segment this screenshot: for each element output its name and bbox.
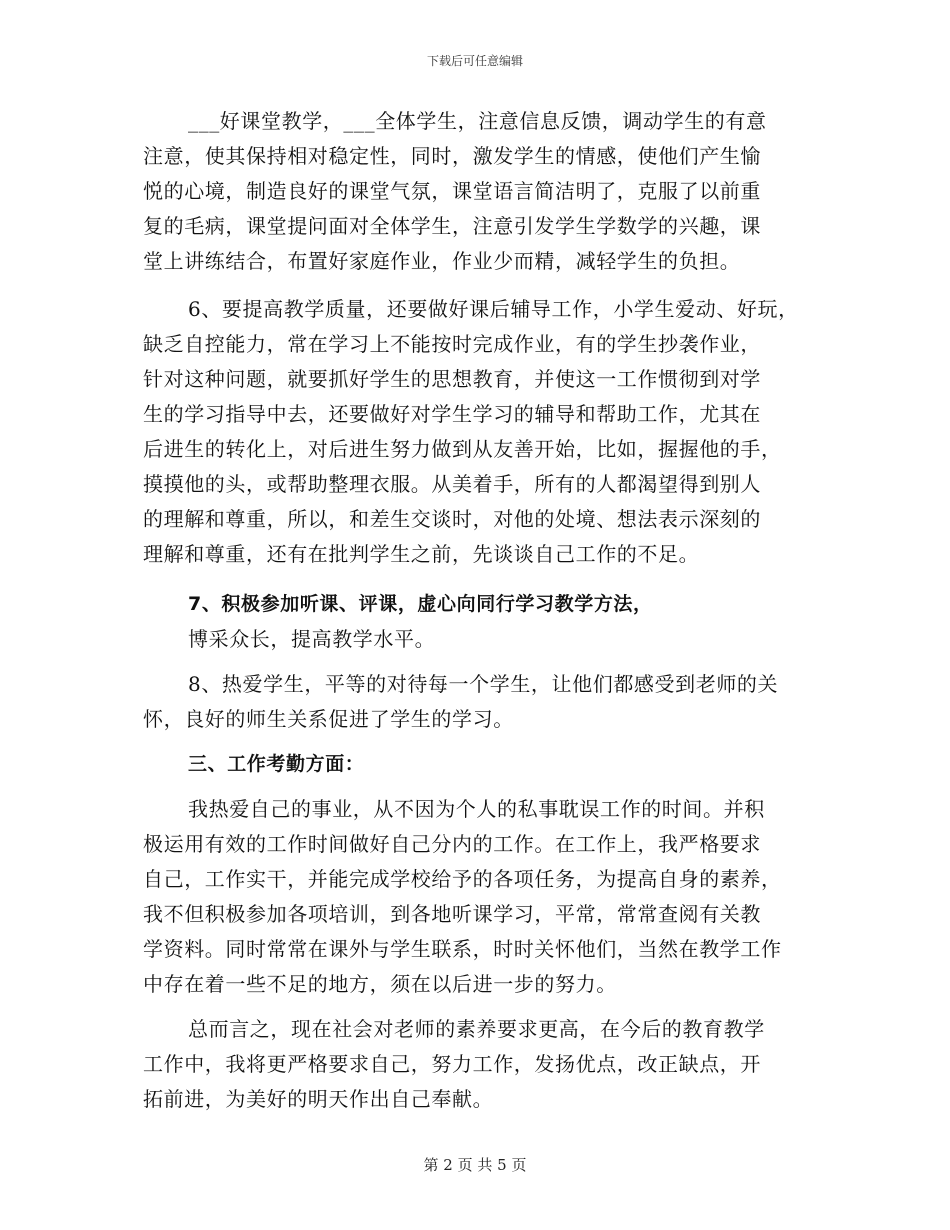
paragraph-line: 怀，良好的师生关系促进了学生的学习。 (143, 707, 514, 731)
paragraph-line: 缺乏自控能力，常在学习上不能按时完成作业，有的学生抄袭作业， (143, 332, 761, 356)
paragraph-line: 学资料。同时常常在课外与学生联系，时时关怀他们，当然在教学工作 (143, 937, 782, 961)
paragraph-line: 复的毛病，课堂提问面对全体学生，注意引发学生学数学的兴趣，课 (143, 214, 761, 238)
paragraph-line: 堂上讲练结合，布置好家庭作业，作业少而精，减轻学生的负担。 (143, 249, 741, 273)
paragraph-line: 针对这种问题，就要抓好学生的思想教育，并使这一工作惯彻到对学 (143, 367, 761, 391)
paragraph-line: 我不但积极参加各项培训，到各地听课学习，平常，常常查阅有关教 (143, 902, 761, 926)
paragraph-line: 的理解和尊重，所以，和差生交谈时，对他的处境、想法表示深刻的 (143, 507, 761, 531)
paragraph-line: 摸摸他的头，或帮助整理衣服。从美着手，所有的人都渴望得到别人 (143, 472, 761, 496)
paragraph-line: 注意，使其保持相对稳定性，同时，激发学生的情感，使他们产生愉 (143, 144, 761, 168)
page-number: 第 2 页 共 5 页 (423, 1156, 527, 1174)
paragraph-line: 后进生的转化上，对后进生努力做到从友善开始，比如，握握他的手， (143, 437, 782, 461)
paragraph-line: 生的学习指导中去，还要做好对学生学习的辅导和帮助工作，尤其在 (143, 402, 761, 426)
paragraph-line: 悦的心境，制造良好的课堂气氛，课堂语言简洁明了，克服了以前重 (143, 179, 761, 203)
paragraph-line: 8、热爱学生，平等的对待每一个学生，让他们都感受到老师的关 (188, 672, 779, 696)
paragraph-line: ___好课堂教学，___全体学生，注意信息反馈，调动学生的有意 (188, 109, 767, 133)
paragraph-line: 中存在着一些不足的地方，须在以后进一步的努力。 (143, 972, 617, 996)
paragraph-line: 理解和尊重，还有在批判学生之前，先谈谈自己工作的不足。 (143, 542, 700, 566)
paragraph-line: 博采众长，提高教学水平。 (188, 627, 436, 651)
header-note: 下载后可任意编辑 (426, 54, 523, 68)
bold-heading-line: 7、积极参加听课、评课，虚心向同行学习教学方法， (188, 593, 653, 615)
paragraph-line: 我热爱自己的事业，从不因为个人的私事耽误工作的时间。并积 (188, 797, 765, 821)
paragraph-line: 工作中，我将更严格要求自己，努力工作，发扬优点，改正缺点，开 (143, 1052, 761, 1076)
paragraph-line: 6、要提高教学质量，还要做好课后辅导工作，小学生爱动、好玩， (188, 297, 799, 321)
paragraph-line: 总而言之，现在社会对老师的素养要求更高，在今后的教育教学 (188, 1017, 765, 1041)
paragraph-line: 极运用有效的工作时间做好自己分内的工作。在工作上，我严格要求 (143, 832, 761, 856)
section-heading: 三、工作考勤方面： (188, 753, 365, 775)
paragraph-line: 拓前进，为美好的明天作出自己奉献。 (143, 1087, 494, 1111)
paragraph-line: 自己，工作实干，并能完成学校给予的各项任务，为提高自身的素养， (143, 867, 782, 891)
